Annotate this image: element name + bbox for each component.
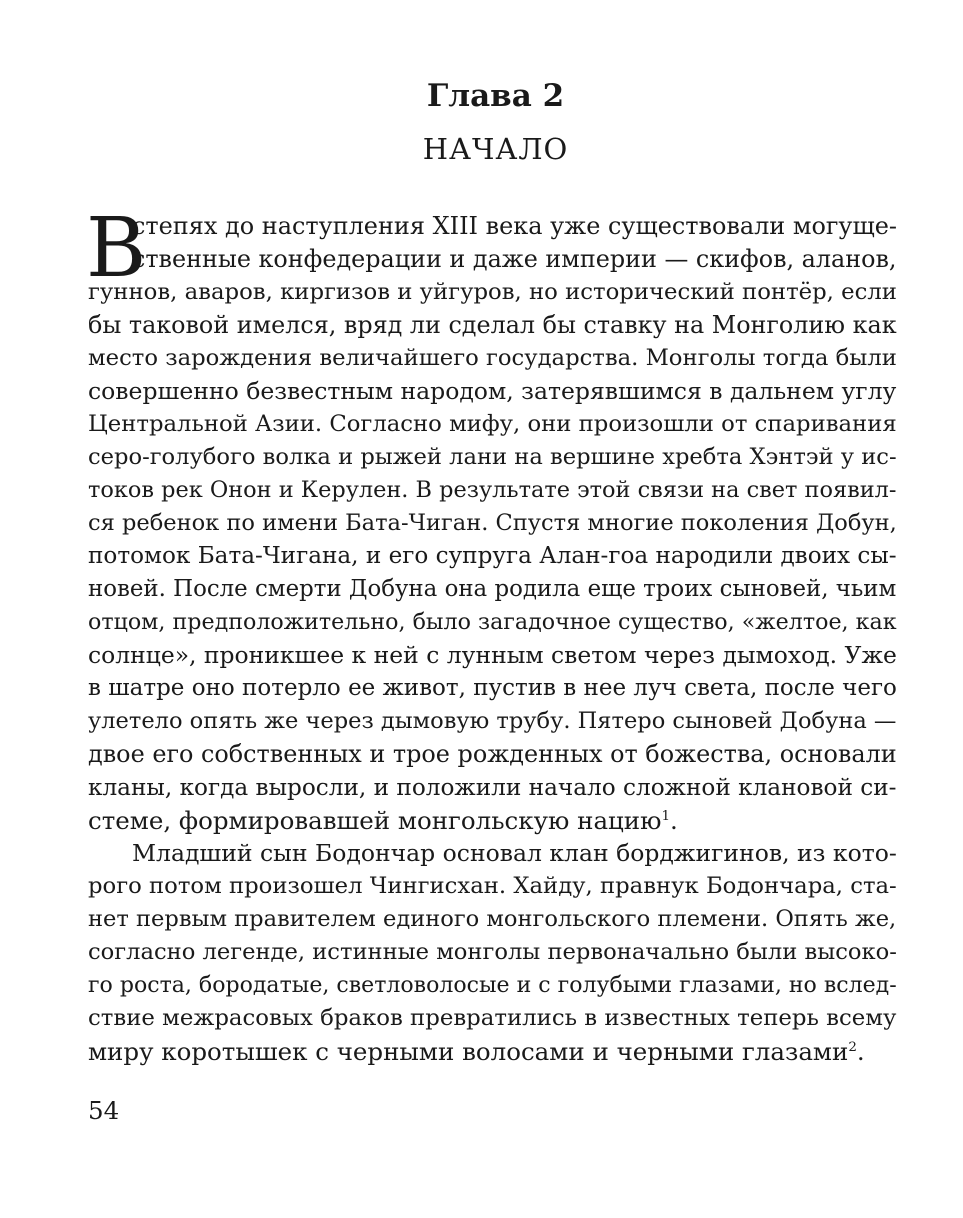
text-line: в шатре оно потерло ее живот, пустив в нее луч света, после чего — [88, 675, 897, 701]
text-line: ся ребенок по имени Бата-Чиган. Спустя многие поколения Добун, — [88, 510, 897, 536]
text-line: двое его собственных и трое рожденных от божества, основали — [88, 740, 897, 768]
paragraph-1 — [86, 201, 897, 837]
text-line: солнце», проникшее к ней с лунным светом через дымоход. Уже — [88, 641, 897, 669]
text-line — [88, 837, 897, 870]
text-line: место зарождения величайшего государства. Монголы тогда были — [88, 345, 897, 371]
text-line: рого потом произошел Чингисхан. Хайду, правнук Бодончара, ста- — [88, 873, 897, 899]
text-line: улетело опять же через дымовую трубу. Пятеро сыновей Добуна — — [88, 708, 897, 734]
body-text — [86, 201, 897, 1068]
text-line: согласно легенде, истинные монголы первоначально были высоко- — [88, 939, 897, 965]
text-line: совершенно безвестным народом, затерявшимся в дальнем углу — [88, 377, 897, 405]
text-line: нет первым правителем единого монгольского племени. Опять же, — [88, 906, 897, 932]
sentence-end: . — [856, 1037, 865, 1066]
text-fragment: Младший сын Бодончар основал клан борджигинов, из кото- — [132, 839, 897, 867]
text-line-last — [88, 804, 897, 837]
footnote-marker: 2 — [848, 1038, 857, 1055]
drop-cap: В — [86, 201, 147, 296]
text-line: степях до наступления XIII века уже существовали могуще- — [132, 212, 897, 240]
chapter-subtitle: НАЧАЛО — [422, 132, 569, 166]
text-line: ствие межрасовых браков превратились в известных теперь всему — [88, 1005, 897, 1031]
text-line: новей. После смерти Добуна она родила еще троих сыновей, чьим — [88, 576, 897, 602]
text-fragment: миру коротышек с черными волосами и черными глазами — [88, 1037, 849, 1066]
text-line: кланы, когда выросли, и положили начало сложной клановой си- — [88, 774, 897, 801]
text-line: го роста, бородатые, светловолосые и с голубыми глазами, но вслед- — [88, 973, 897, 998]
text-fragment: стеме, формировавшей монгольскую нацию — [88, 806, 662, 835]
text-line: Центральной Азии. Согласно мифу, они произошли от спаривания — [88, 411, 897, 437]
page-number: 54 — [88, 1096, 120, 1125]
text-line: потомок Бата-Чигана, и его супруга Алан-гоа народили двоих сы- — [88, 543, 897, 569]
paragraph-2 — [88, 837, 897, 1068]
text-line: токов рек Онон и Керулен. В результате этой связи на свет появил- — [88, 477, 897, 503]
footnote-marker: 1 — [661, 807, 671, 824]
chapter-title: Глава 2 — [426, 78, 565, 114]
text-line: отцом, предположительно, было загадочное существо, «желтое, как — [88, 609, 897, 635]
text-line: бы таковой имелся, вряд ли сделал бы ставку на Монголию как — [88, 311, 897, 339]
text-line-last — [88, 1035, 897, 1068]
sentence-end: . — [670, 806, 678, 835]
text-line: серо-голубого волка и рыжей лани на вершине хребта Хэнтэй у ис- — [88, 444, 897, 470]
text-line: гуннов, аваров, киргизов и уйгуров, но исторический понтёр, если — [88, 279, 897, 305]
text-line: ственные конфедерации и даже империи — скифов, аланов, — [132, 245, 897, 273]
